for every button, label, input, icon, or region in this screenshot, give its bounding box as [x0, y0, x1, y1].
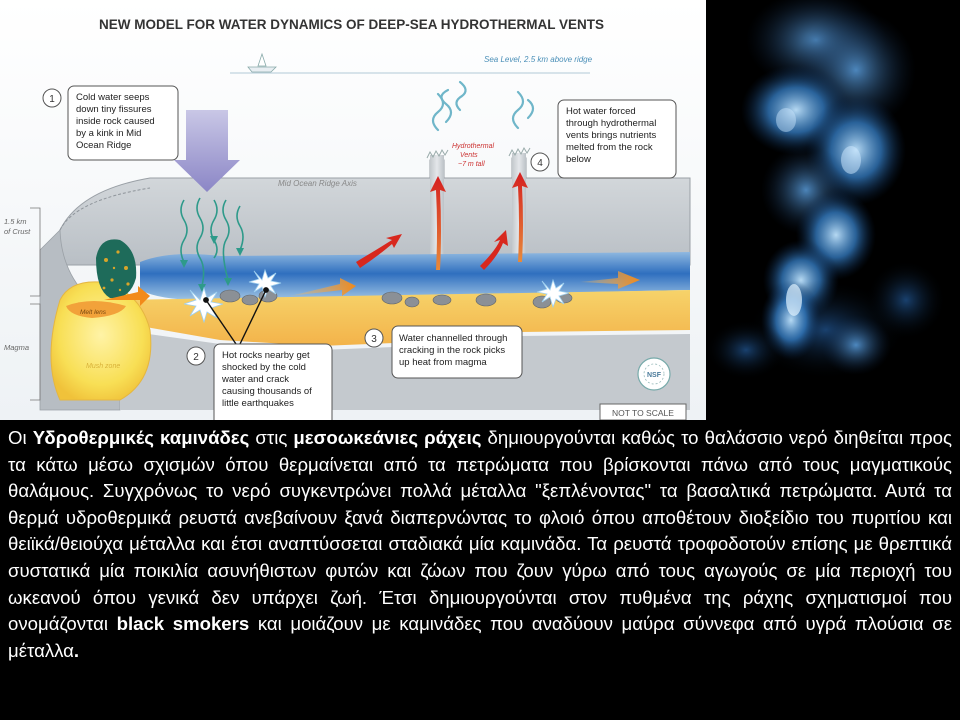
mush-zone-label: Mush zone — [86, 363, 121, 370]
diagram-title: NEW MODEL FOR WATER DYNAMICS OF DEEP-SEA HYDROTHERMAL VENTS — [99, 17, 605, 32]
caption-text-4: και μοιάζουν με καμινάδες που αναδύουν μαύρα σύννεφα από υγρά πλούσια σε μέταλλα — [8, 613, 952, 661]
step-4-text: Hot water forced through hydrothermal vents brings nutrients melted from the rock below — [566, 106, 657, 165]
step-1-text: Cold water seeps down tiny fissures inside rock caused by a kink in Mid Ocean Ridge — [76, 92, 155, 151]
vents-label-3: ~7 m tall — [458, 161, 485, 168]
caption-text-2: στις — [249, 427, 294, 448]
caption-term-ridges: μεσοωκεάνιες ράχεις — [293, 427, 482, 448]
diagram-canvas — [0, 0, 706, 420]
step-3-text: Water channelled through cracking in the rock picks up heat from magma — [399, 333, 508, 368]
black-smoker-image — [706, 0, 960, 420]
caption-paragraph — [8, 425, 952, 664]
step-4-number: 4 — [537, 158, 543, 169]
caption-text-1: Οι — [8, 427, 33, 448]
nsf-logo — [638, 358, 670, 390]
magma-label: Magma — [4, 343, 30, 352]
vents-label-2: Vents — [460, 152, 478, 159]
melt-lens-label: Melt lens — [80, 309, 107, 316]
caption-text-3: δημιουργούνται καθώς το θαλάσσιο νερό διηθείται προς τα κάτω μέσω σχισμών όπου θερμαίνεται από τα πετρώματα που βρίσκονται πάνω από τους μαγματικούς θαλάμους. Συγχρόνως το νερό συγκεντρώνει πολλά μέταλλα "ξεπλένοντας" τα βασαλτικά πετρώματα. Αυτά τα θερμά υδροθερμικά ρευστά ανεβαίνουν ξανά διαπερνώντας το φλοιό όπου αποθέτουν διοξείδιο του πυριτίου και θειϊκά/θειούχα μέταλλα και έτσι αναπτύσσεται σταδιακά μία καμινάδα. Τα ρευστά τροφοδοτούν επίσης με θρεπτικά συστατικά μία ποικιλία ασυνήθιστων φυτών και ζώων που ζουν γύρω από τους αγωγούς σε μία περιοχή του ωκεανού όπου γενικά δεν υπάρχει ζωή. Έτσι δημιουργούνται στον πυθμένα της ράχης σχηματισμοί που ονομάζονται — [8, 427, 952, 635]
step-3-number: 3 — [371, 334, 377, 345]
caption-panel — [0, 420, 960, 720]
step-2-text: Hot rocks nearby get shocked by the cold water and crack causing thousands of little earthquakes — [222, 350, 312, 409]
scale-note: NOT TO SCALE — [612, 408, 674, 418]
step-1-number: 1 — [49, 94, 55, 105]
step-2-number: 2 — [193, 352, 199, 363]
ridge-axis-label: Mid Ocean Ridge Axis — [278, 179, 357, 188]
sea-level-label: Sea Level, 2.5 km above ridge — [484, 55, 593, 64]
crust-label-1: 1.5 km — [4, 217, 27, 226]
caption-term-black-smokers: black smokers — [116, 613, 250, 635]
svg-text:NSF: NSF — [647, 372, 661, 379]
vents-label-1: Hydrothermal — [452, 143, 495, 150]
caption-period: . — [73, 639, 80, 661]
hydrothermal-diagram — [0, 0, 706, 420]
black-smoker-photo — [706, 0, 960, 420]
caption-term-vents: Υδροθερμικές καμινάδες — [32, 427, 250, 448]
crust-label-2: of Crust — [4, 227, 31, 236]
